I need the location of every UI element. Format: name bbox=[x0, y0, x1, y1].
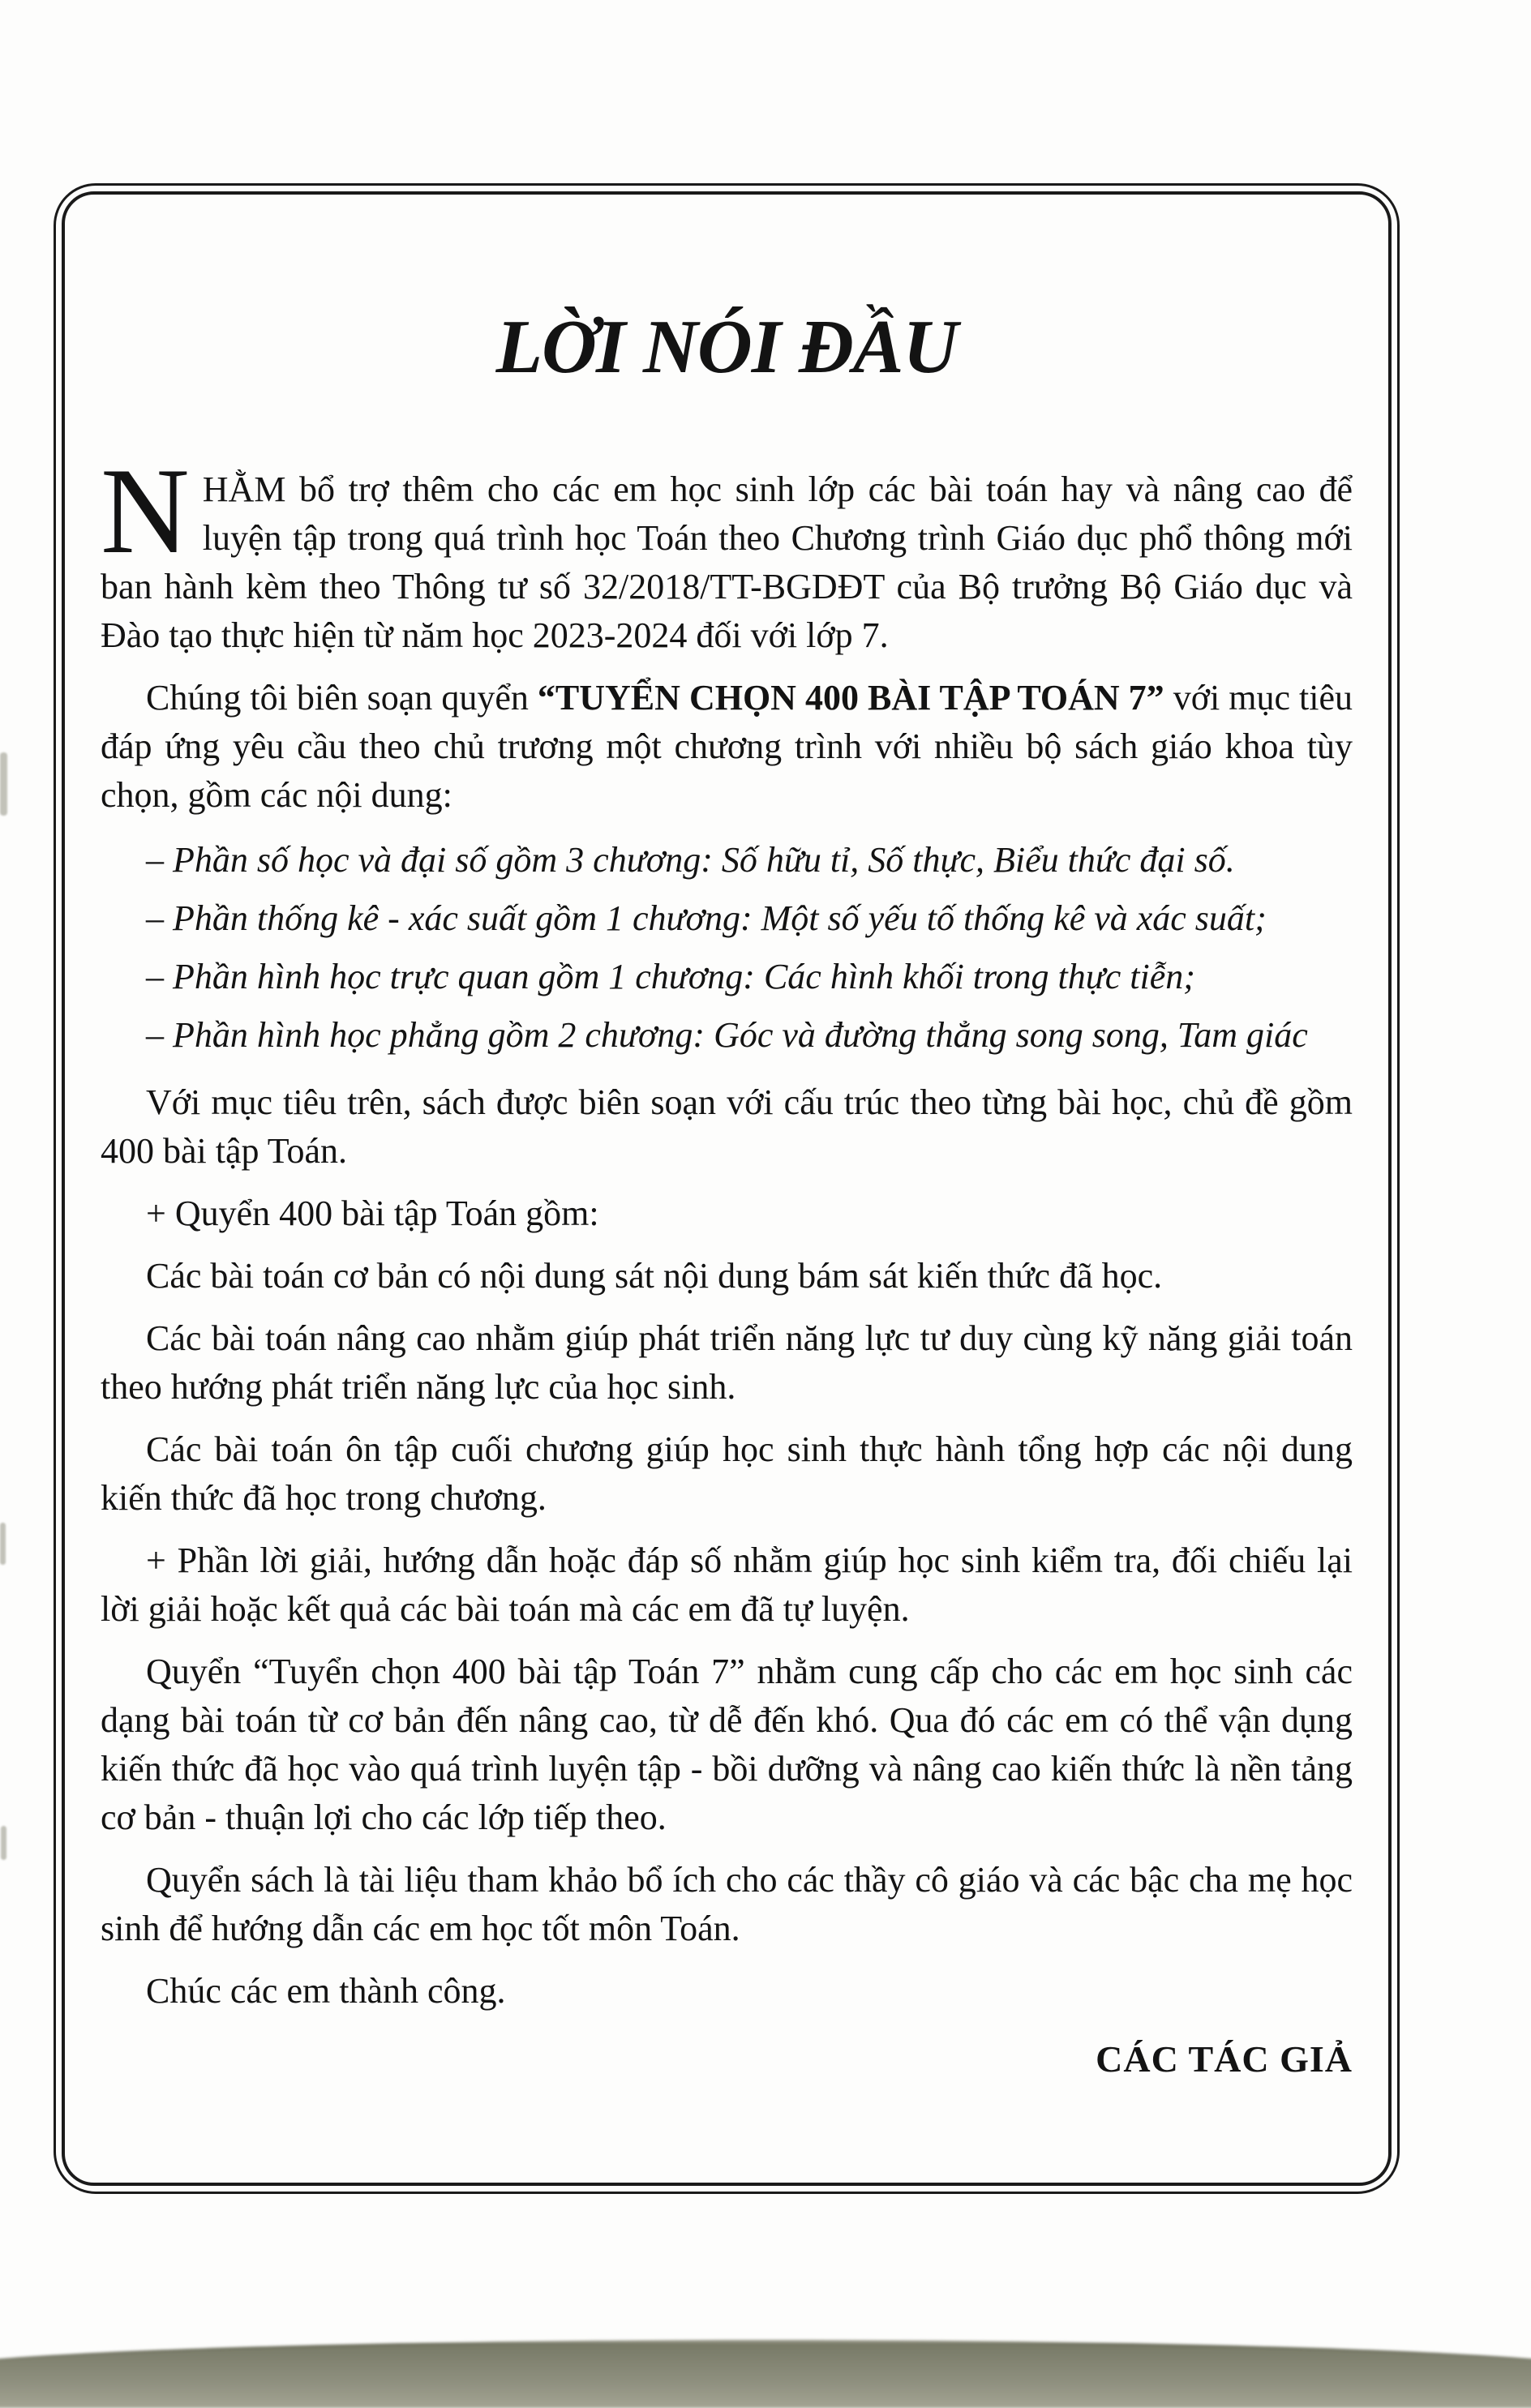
paragraph-reference: Quyển sách là tài liệu tham khảo bổ ích cho các thầy cô giáo và các bậc cha mẹ học sinh để hướng dẫn các em học tốt môn Toán. bbox=[101, 1860, 1353, 1948]
paragraph-book-intro bbox=[101, 674, 1353, 820]
paragraph-review-problems: Các bài toán ôn tập cuối chương giúp học sinh thực hành tổng hợp các nội dung kiến thức đã học trong chương. bbox=[101, 1429, 1353, 1518]
scan-edge-smudge bbox=[1, 1826, 6, 1860]
paragraph-basic-problems: Các bài toán cơ bản có nội dung sát nội dung bám sát kiến thức đã học. bbox=[146, 1256, 1163, 1296]
intro-paragraph-text: HẰM bổ trợ thêm cho các em học sinh lớp các bài toán hay và nâng cao để luyện tập trong quá trình học Toán theo Chương trình Giáo dục phổ thông mới ban hành kèm theo Thông tư số 32/2018/TT-BGDĐT của Bộ trưởng Bộ Giáo dục và Đào tạo thực hiện từ năm học 2023-2024 đối với lớp 7. bbox=[101, 469, 1353, 655]
list-item-plane-geometry: – Phần hình học phẳng gồm 2 chương: Góc và đường thẳng song song, Tam giác bbox=[146, 1015, 1308, 1055]
drop-cap-letter: N bbox=[101, 443, 190, 579]
page-content bbox=[65, 195, 1388, 2183]
paragraph-advanced-problems: Các bài toán nâng cao nhằm giúp phát triển năng lực tư duy cùng kỹ năng giải toán theo hướng phát triển năng lực của học sinh. bbox=[101, 1318, 1353, 1407]
authors-signature: CÁC TÁC GIẢ bbox=[1096, 2038, 1353, 2080]
list-item-visual-geometry: – Phần hình học trực quan gồm 1 chương: Các hình khối trong thực tiễn; bbox=[146, 957, 1195, 996]
list-item-arithmetic-algebra: – Phần số học và đại số gồm 3 chương: Số hữu tỉ, Số thực, Biểu thức đại số. bbox=[146, 840, 1235, 880]
text-run-post: với mục tiêu đáp ứng yêu cầu theo chủ trương một chương trình với nhiều bộ sách giáo khoa tùy chọn, gồm các nội dung: bbox=[101, 678, 1353, 815]
paragraph-structure: Với mục tiêu trên, sách được biên soạn với cấu trúc theo từng bài học, chủ đề gồm 400 bài tập Toán. bbox=[101, 1082, 1353, 1171]
scan-edge-smudge bbox=[0, 1523, 6, 1565]
intro-paragraph bbox=[101, 443, 1353, 660]
list-item-statistics-probability: – Phần thống kê - xác suất gồm 1 chương: Một số yếu tố thống kê và xác suất; bbox=[146, 898, 1267, 938]
paragraph-solutions: + Phần lời giải, hướng dẫn hoặc đáp số nhằm giúp học sinh kiểm tra, đối chiếu lại lời giải hoặc kết quả các bài toán mà các em đã tự luyện. bbox=[101, 1540, 1353, 1629]
page-title: LỜI NÓI ĐẦU bbox=[495, 305, 958, 389]
closing-wish: Chúc các em thành công. bbox=[146, 1971, 506, 2011]
paragraph-purpose: Quyển “Tuyển chọn 400 bài tập Toán 7” nhằm cung cấp cho các em học sinh các dạng bài toán từ cơ bản đến nâng cao, từ dễ đến khó. Qua đó các em có thể vận dụng kiến thức đã học vào quá trình luyện tập - bồi dưỡng và nâng cao kiến thức là nền tảng cơ bản - thuận lợi cho các lớp tiếp theo. bbox=[101, 1652, 1353, 1837]
text-run-pre: Chúng tôi biên soạn quyển bbox=[146, 678, 538, 718]
page-border-frame bbox=[62, 191, 1392, 2186]
content-sections-list bbox=[101, 831, 1353, 1065]
paragraph-book-contains: + Quyển 400 bài tập Toán gồm: bbox=[146, 1193, 599, 1233]
scan-page-bottom-edge bbox=[0, 2340, 1531, 2408]
book-title-emphasis: “TUYỂN CHỌN 400 BÀI TẬP TOÁN 7” bbox=[537, 678, 1164, 718]
scan-edge-smudge bbox=[0, 752, 7, 816]
